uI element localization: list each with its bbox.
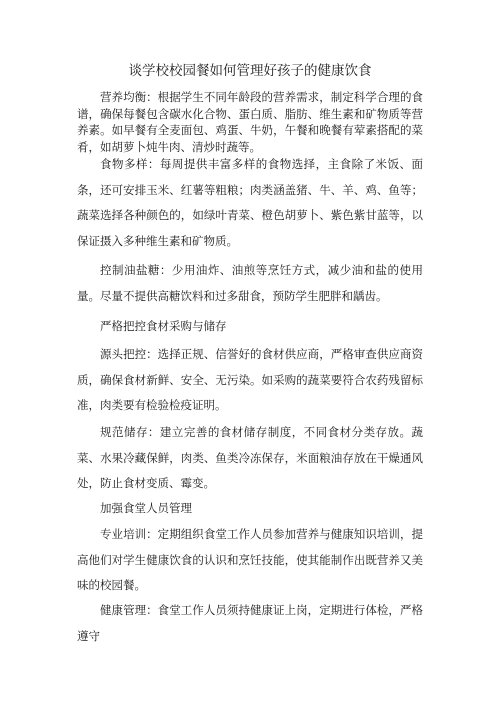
document-title: 谈学校校园餐如何管理好孩子的健康饮食 [128,63,372,79]
paragraph-health-management: 健康管理：食堂工作人员须持健康证上岗，定期进行体检，严格遵守 [77,603,423,643]
paragraph-training: 专业培训：定期组织食堂工作人员参加营养与健康知识培训，提高他们对学生健康饮食的认识和烹饪技能，使其能制作出既营养又美味的校园餐。 [77,527,423,592]
paragraph-food-variety: 食物多样：每周提供丰富多样的食物选择，主食除了米饭、面条，还可安排玉米、红薯等粗粮；肉类涵盖猪、牛、羊、鸡、鱼等；蔬菜选择各种颜色的，如绿叶青菜、橙色胡萝卜、紫色紫甘蓝等，以保证摄入多种维生素和矿物质。 [77,157,423,248]
paragraph-source-control: 源头把控：选择正规、信誉好的食材供应商，严格审查供应商资质，确保食材新鲜、安全、无污染。如采购的蔬菜要符合农药残留标准，肉类要有检验检疫证明。 [77,347,423,412]
paragraph-control-oil-salt-sugar: 控制油盐糖：少用油炸、油煎等烹饪方式，减少油和盐的使用量。尽量不提供高糖饮料和过多甜食，预防学生肥胖和龋齿。 [77,263,423,303]
section-heading-procurement: 严格把控食材采购与储存 [100,319,227,333]
paragraph-storage: 规范储存：建立完善的食材储存制度，不同食材分类存放。蔬菜、水果冷藏保鲜，肉类、鱼类冷冻保存，米面粮油存放在干燥通风处，防止食材变质、霉变。 [77,425,423,490]
paragraph-nutrition-balance: 营养均衡：根据学生不同年龄段的营养需求，制定科学合理的食谱，确保每餐包含碳水化合物、蛋白质、脂肪、维生素和矿物质等营养素。如早餐有全麦面包、鸡蛋、牛奶，午餐和晚餐有荤素搭配的菜肴，如胡萝卜炖牛肉、清炒时蔬等。 [77,90,423,154]
section-heading-staff: 加强食堂人员管理 [100,501,192,515]
